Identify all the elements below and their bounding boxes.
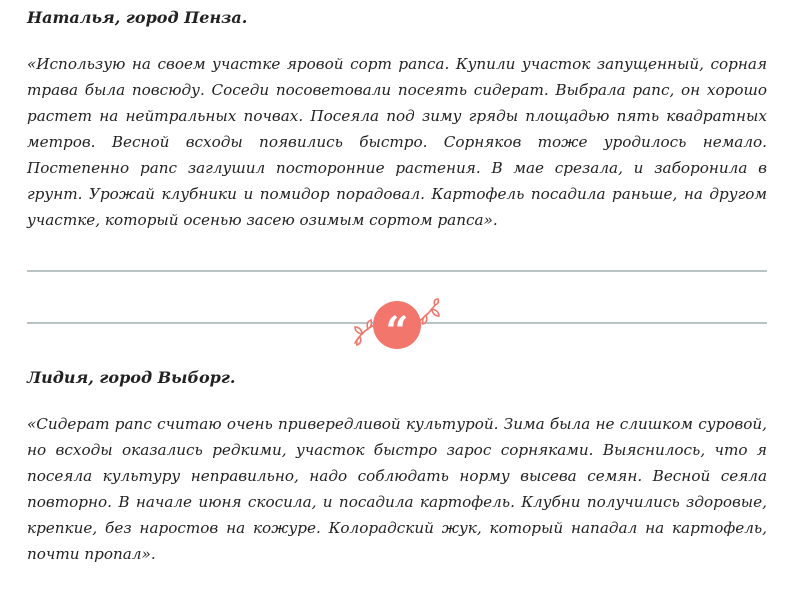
quote-icon: “	[385, 308, 409, 355]
quote-separator	[350, 296, 444, 355]
quote-badge	[373, 301, 421, 355]
review-lidiya	[27, 366, 767, 567]
review-author: Лидия, город Выборг.	[27, 368, 236, 387]
sprig-right-icon	[416, 298, 444, 326]
review-author: Наталья, город Пенза.	[27, 8, 248, 27]
review-natalya	[27, 6, 767, 233]
divider-line-top	[27, 270, 767, 272]
review-text: «Использую на своем участке яровой сорт рапса. Купили участок запущенный, сорная трава была повсюду. Соседи посоветовали посеять сидерат. Выбрала рапс, он хорошо растет на нейтральных почвах. Посеяла под зиму гряды площадью пять квадратных метров. Весной всходы появились быстро. Сорняков тоже уродилось немало. Постепенно рапс заглушил посторонние растения. В мае срезала, и заборонила в грунт. Урожай клубники и помидор порадовал. Картофель посадила раньше, на другом участке, который осенью засею озимым сортом рапса».	[27, 55, 767, 229]
review-text: «Сидерат рапс считаю очень привередливой культурой. Зима была не слишком суровой, но всходы оказались редкими, участок быстро зарос сорняками. Выяснилось, что я посеяла культуру неправильно, надо соблюдать норму высева семян. Весной сеяла повторно. В начале июня скосила, и посадила картофель. Клубни получились здоровые, крепкие, без наростов на кожуре. Колорадский жук, который нападал на картофель, почти пропал».	[27, 415, 767, 563]
